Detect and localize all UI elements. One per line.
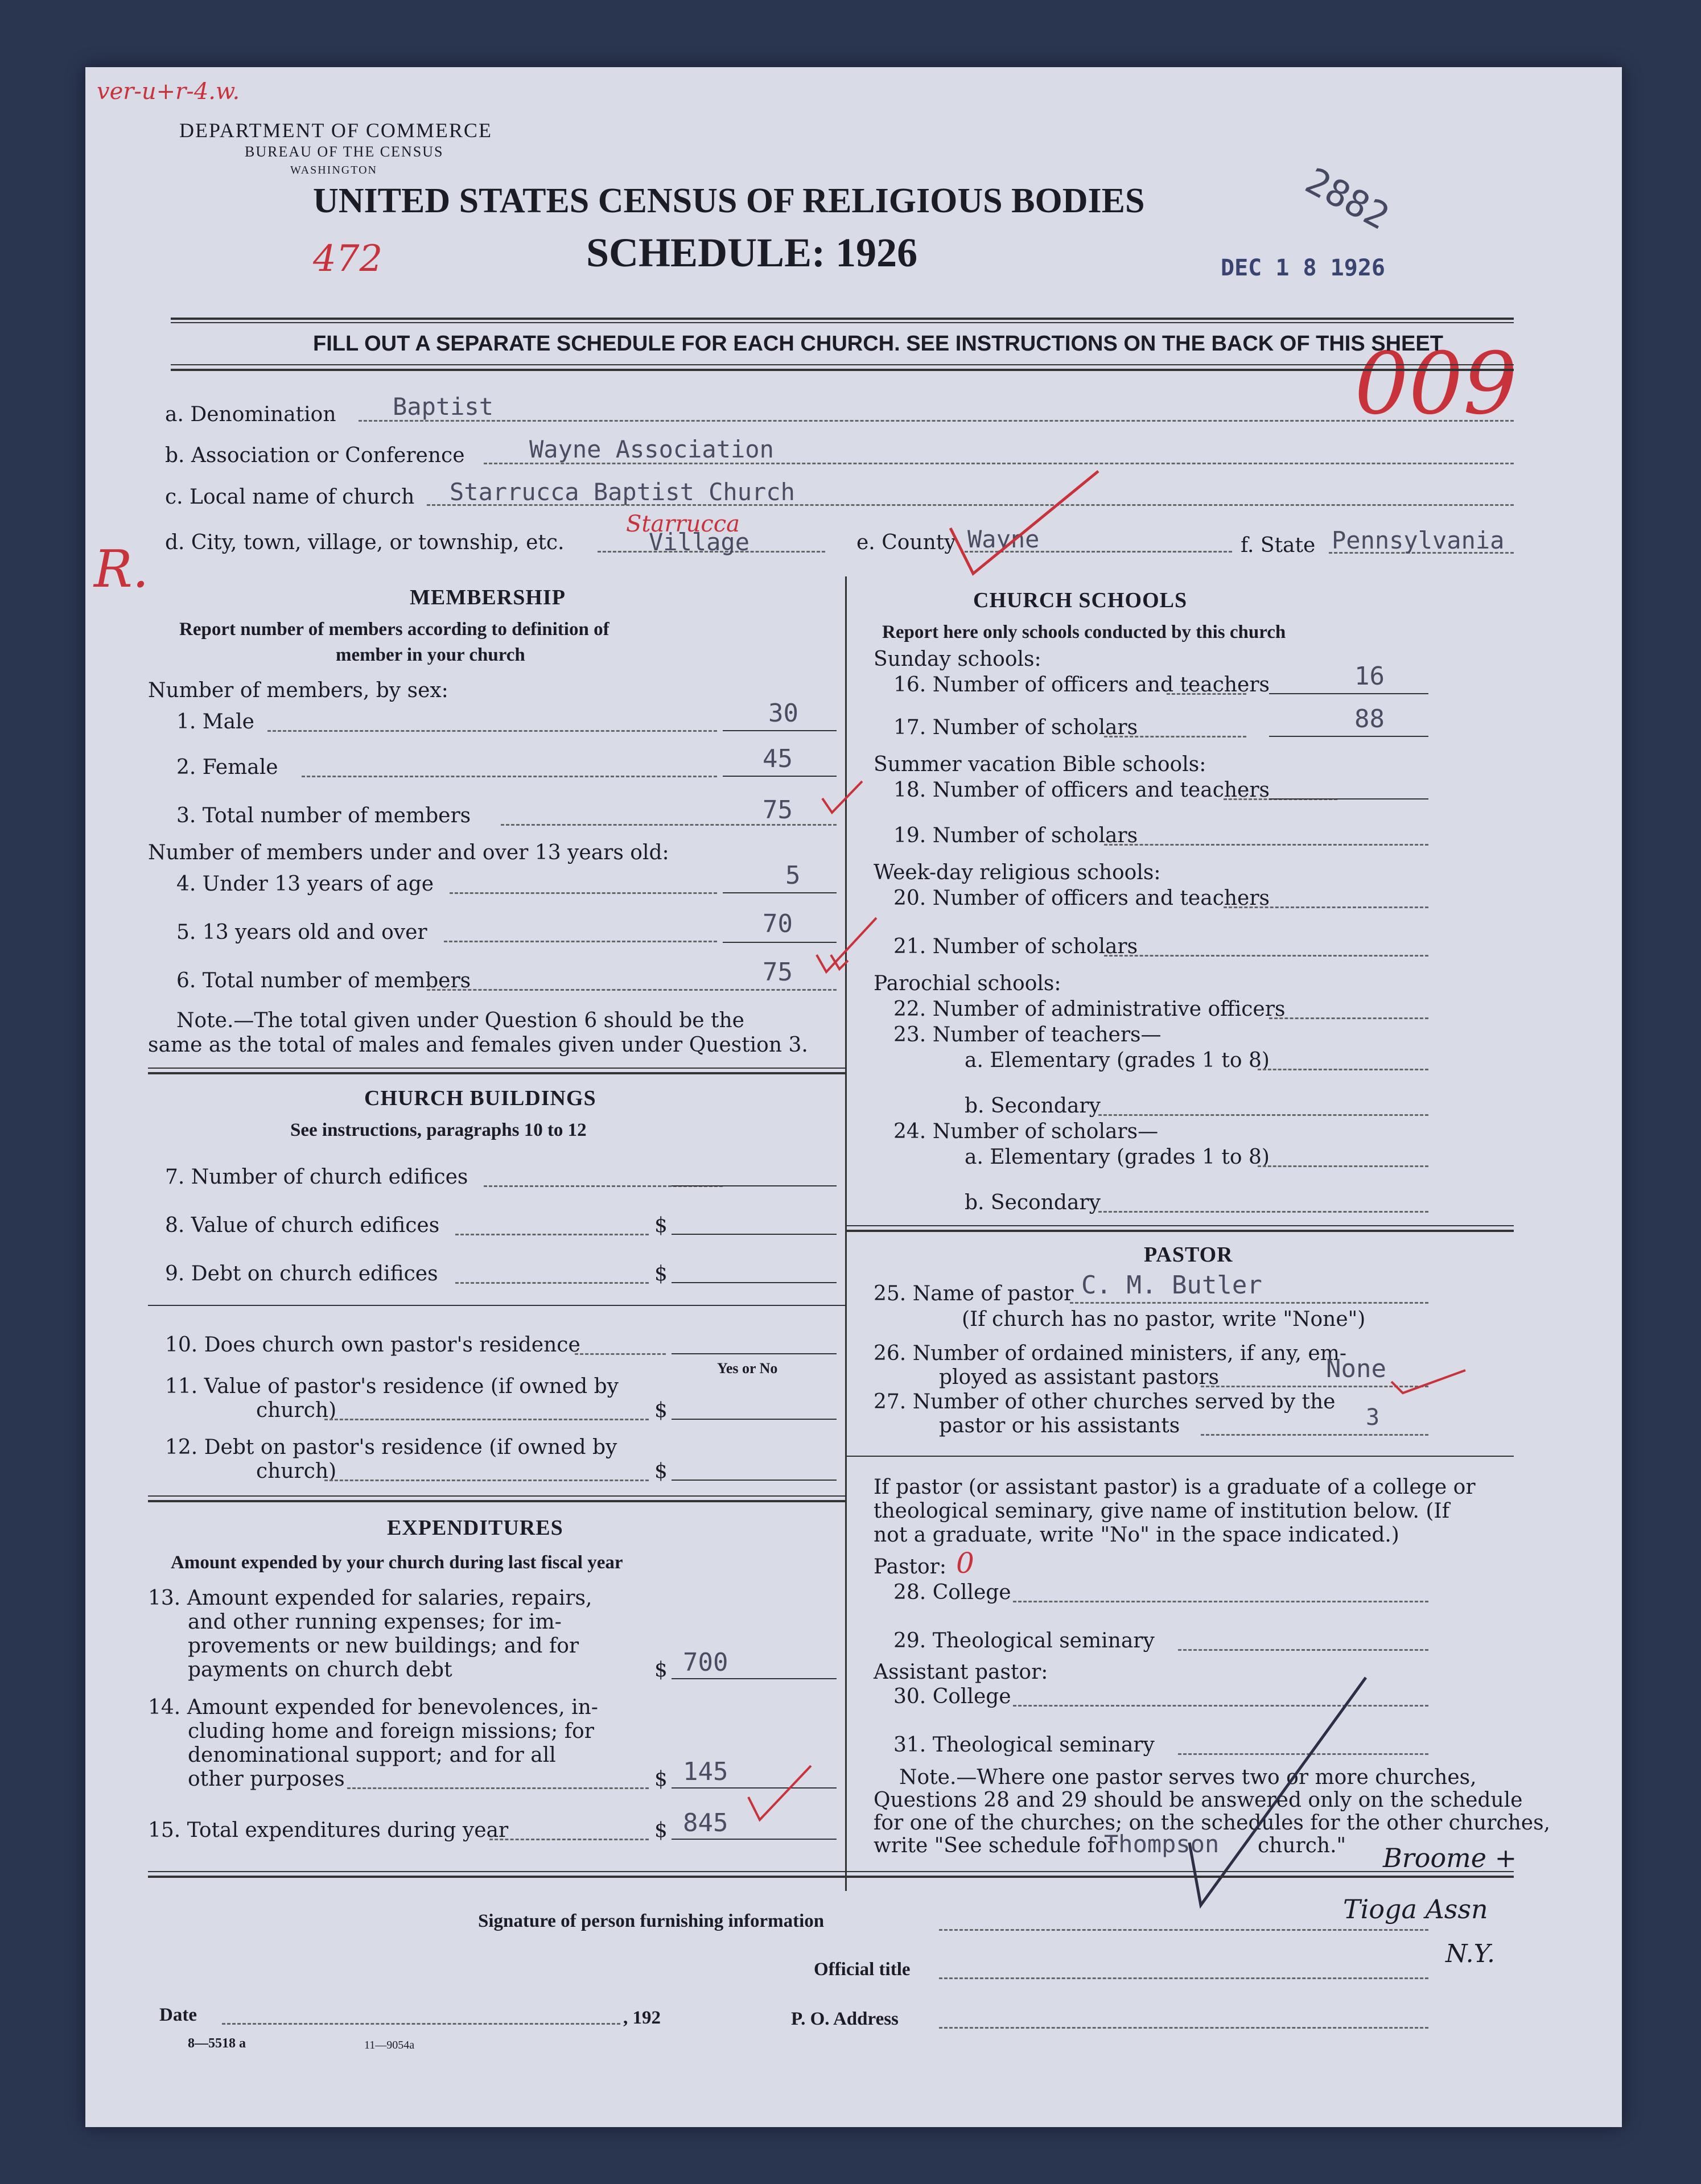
q5-label: 5. 13 years old and over <box>176 921 427 944</box>
buildings-sub: See instructions, paragraphs 10 to 12 <box>290 1120 587 1140</box>
county-value: Wayne <box>967 525 1040 553</box>
form-title: UNITED STATES CENSUS OF RELIGIOUS BODIES <box>313 182 1145 220</box>
q2-label: 2. Female <box>176 756 278 779</box>
city-hand: Starrucca <box>626 511 740 537</box>
red-check-icon <box>1389 1365 1468 1399</box>
q10-label: 10. Does church own pastor's residence <box>165 1333 580 1357</box>
q13-value: 700 <box>683 1648 728 1677</box>
q17-value: 88 <box>1354 704 1385 734</box>
red-check-icon <box>819 778 865 818</box>
q15-value: 845 <box>683 1808 728 1837</box>
q20-label: 20. Number of officers and teachers <box>893 887 1270 910</box>
date-label: Date <box>159 2005 197 2025</box>
q11-label-1: 11. Value of pastor's residence (if owned by <box>165 1375 619 1398</box>
q7-label: 7. Number of church edifices <box>165 1165 468 1189</box>
q8-label: 8. Value of church edifices <box>165 1214 440 1237</box>
stamp-number: 2882 <box>1298 160 1396 238</box>
sunday-label: Sunday schools: <box>874 648 1041 671</box>
q24-label: 24. Number of scholars— <box>893 1120 1159 1143</box>
by-sex-label: Number of members, by sex: <box>148 679 448 702</box>
form-code-2: 11—9054a <box>364 2039 415 2051</box>
q26-label-1: 26. Number of ordained ministers, if any, em- <box>874 1342 1346 1365</box>
red-check-icon <box>814 915 882 978</box>
grad-note-1: If pastor (or assistant pastor) is a graduate of a college or <box>874 1476 1476 1499</box>
pastor-note-5: church." <box>1258 1834 1346 1857</box>
q28-label: 28. College <box>893 1581 1011 1604</box>
q13-label-3: provements or new buildings; and for <box>188 1634 579 1658</box>
q26-label-2: ployed as assistant pastors <box>939 1366 1219 1389</box>
q13-label-1: 13. Amount expended for salaries, repairs, <box>148 1587 592 1610</box>
church-name-label: c. Local name of church <box>165 485 415 509</box>
q9-label: 9. Debt on church edifices <box>165 1262 438 1285</box>
q14-label-1: 14. Amount expended for benevolences, in- <box>148 1696 598 1719</box>
hand-ny: N.Y. <box>1445 1939 1496 1968</box>
q13-label-2: and other running expenses; for im- <box>188 1610 562 1634</box>
city-label: d. City, town, village, or township, etc. <box>165 531 565 554</box>
q25-note: (If church has no pastor, write "None") <box>962 1308 1366 1331</box>
q16-label: 16. Number of officers and teachers <box>893 673 1270 697</box>
pastor-hand-answer: 0 <box>956 1547 974 1580</box>
association-value: Wayne Association <box>529 435 774 463</box>
red-file-number: 009 <box>1354 335 1518 434</box>
date-stamp: DEC 1 8 1926 <box>1221 255 1385 281</box>
q27-value: 3 <box>1366 1404 1380 1431</box>
county-label: e. County <box>856 531 956 554</box>
buildings-title: CHURCH BUILDINGS <box>364 1086 596 1110</box>
weekday-label: Week-day religious schools: <box>874 861 1161 884</box>
q4-label: 4. Under 13 years of age <box>176 872 434 896</box>
q25-value: C. M. Butler <box>1081 1271 1262 1300</box>
large-check-icon <box>1167 1672 1371 1911</box>
form-code-1: 8—5518 a <box>188 2036 246 2051</box>
hand-number: 472 <box>313 238 383 280</box>
expenditures-sub: Amount expended by your church during last fiscal year <box>171 1552 623 1573</box>
q15-label: 15. Total expenditures during year <box>148 1819 509 1842</box>
state-label: f. State <box>1241 534 1316 557</box>
q2-value: 45 <box>763 744 793 773</box>
q11-dollar: $ <box>654 1399 668 1422</box>
see-schedule-value: Thompson <box>1104 1830 1220 1858</box>
q11-label-2: church) <box>256 1399 337 1422</box>
q24b-label: b. Secondary <box>965 1191 1101 1214</box>
parochial-label: Parochial schools: <box>874 972 1061 995</box>
pastor-title: PASTOR <box>1144 1243 1233 1267</box>
q14-label-4: other purposes <box>188 1767 345 1791</box>
grad-note-3: not a graduate, write "No" in the space indicated.) <box>874 1523 1399 1547</box>
q3-value: 75 <box>763 796 793 825</box>
q6-label: 6. Total number of members <box>176 969 471 992</box>
pastor-note-4: write "See schedule for <box>874 1834 1117 1857</box>
schools-title: CHURCH SCHOOLS <box>973 588 1188 612</box>
summer-label: Summer vacation Bible schools: <box>874 753 1206 776</box>
q14-value: 145 <box>683 1757 728 1786</box>
official-title-label: Official title <box>814 1959 911 1980</box>
pastor-subhead: Pastor: <box>874 1555 947 1579</box>
q31-label: 31. Theological seminary <box>893 1733 1155 1757</box>
q3-label: 3. Total number of members <box>176 804 471 827</box>
membership-title: MEMBERSHIP <box>410 586 566 609</box>
state-value: Pennsylvania <box>1332 526 1505 554</box>
q14-label-3: denominational support; and for all <box>188 1744 556 1767</box>
denomination-value: Baptist <box>393 393 494 421</box>
membership-note-1: Note.—The total given under Question 6 should be the <box>176 1009 744 1032</box>
association-label: b. Association or Conference <box>165 444 465 467</box>
q14-dollar: $ <box>654 1767 668 1791</box>
q13-label-4: payments on church debt <box>188 1658 452 1682</box>
po-address-label: P. O. Address <box>791 2009 899 2029</box>
yes-no-hint: Yes or No <box>717 1360 778 1377</box>
q8-dollar: $ <box>654 1214 668 1237</box>
church-name-value: Starrucca Baptist Church <box>450 478 795 506</box>
q27-label-2: pastor or his assistants <box>939 1414 1180 1437</box>
city-value: Village <box>649 528 750 556</box>
q15-dollar: $ <box>654 1819 668 1842</box>
q23b-label: b. Secondary <box>965 1094 1101 1118</box>
q23a-label: a. Elementary (grades 1 to 8) <box>965 1049 1270 1072</box>
membership-intro-2: member in your church <box>336 645 525 665</box>
q4-value: 5 <box>785 861 801 890</box>
q1-value: 30 <box>768 699 798 728</box>
grad-note-2: theological seminary, give name of institution below. (If <box>874 1499 1449 1523</box>
pastor-note-3: for one of the churches; on the schedules for the other churches, <box>874 1811 1550 1835</box>
date-year: , 192 <box>623 2008 661 2028</box>
pastor-note-2: Questions 28 and 29 should be answered only on the schedule <box>874 1789 1523 1812</box>
hand-note-top: ver-u+r-4.w. <box>97 79 240 105</box>
census-form <box>85 67 1622 2127</box>
q19-label: 19. Number of scholars <box>893 824 1138 847</box>
red-check-icon <box>939 460 1110 591</box>
q29-label: 29. Theological seminary <box>893 1629 1155 1653</box>
q16-value: 16 <box>1354 662 1385 691</box>
membership-note-2: same as the total of males and females given under Question 3. <box>148 1033 808 1057</box>
q12-label-2: church) <box>256 1460 337 1483</box>
q9-dollar: $ <box>654 1262 668 1285</box>
membership-intro-1: Report number of members according to definition of <box>179 619 609 640</box>
hand-tioga: Tioga Assn <box>1343 1894 1488 1925</box>
q22-label: 22. Number of administrative officers <box>893 998 1286 1021</box>
pastor-note-1: Note.—Where one pastor serves two or more churches, <box>899 1766 1477 1789</box>
expenditures-title: EXPENDITURES <box>387 1516 563 1540</box>
q26-value: None <box>1326 1354 1386 1383</box>
q17-label: 17. Number of scholars <box>893 716 1138 739</box>
signature-label: Signature of person furnishing information <box>478 1911 825 1931</box>
q23-label: 23. Number of teachers— <box>893 1023 1162 1046</box>
city-name: WASHINGTON <box>290 164 377 176</box>
bureau-name: BUREAU OF THE CENSUS <box>245 143 444 160</box>
q25-label: 25. Name of pastor <box>874 1282 1074 1305</box>
red-check-icon <box>746 1763 814 1826</box>
hand-broome: Broome + <box>1383 1843 1517 1873</box>
by-age-label: Number of members under and over 13 years old: <box>148 841 669 864</box>
q6-value: 75 <box>763 958 793 987</box>
department-name: DEPARTMENT OF COMMERCE <box>179 119 492 142</box>
q13-dollar: $ <box>654 1658 668 1682</box>
q27-label-1: 27. Number of other churches served by the <box>874 1390 1336 1414</box>
q14-label-2: cluding home and foreign missions; for <box>188 1720 594 1743</box>
q18-label: 18. Number of officers and teachers <box>893 778 1270 802</box>
instruction-line: FILL OUT A SEPARATE SCHEDULE FOR EACH CHURCH. SEE INSTRUCTIONS ON THE BACK OF THIS SHEET <box>313 332 1443 356</box>
q30-label: 30. College <box>893 1685 1011 1708</box>
q5-value: 70 <box>763 909 793 938</box>
q12-dollar: $ <box>654 1460 668 1483</box>
hand-mark-r: R. <box>94 539 149 599</box>
schools-sub: Report here only schools conducted by this church <box>882 622 1286 642</box>
schedule-year: SCHEDULE: 1926 <box>586 230 918 275</box>
q12-label-1: 12. Debt on pastor's residence (if owned by <box>165 1436 617 1459</box>
q24a-label: a. Elementary (grades 1 to 8) <box>965 1145 1270 1169</box>
assistant-subhead: Assistant pastor: <box>874 1660 1048 1684</box>
q21-label: 21. Number of scholars <box>893 935 1138 958</box>
denomination-label: a. Denomination <box>165 403 336 426</box>
q1-label: 1. Male <box>176 710 254 734</box>
